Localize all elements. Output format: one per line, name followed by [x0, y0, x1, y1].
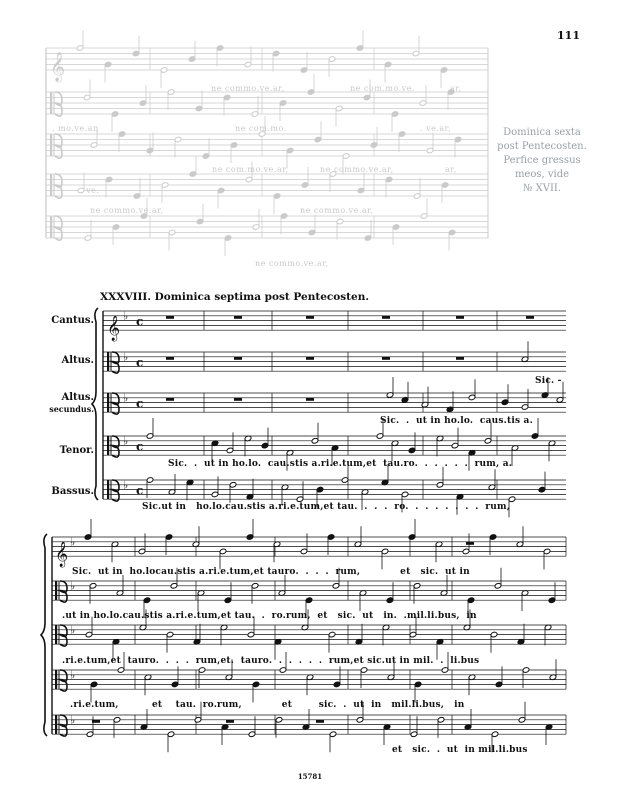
flat-sign: ♭ — [123, 478, 129, 492]
system2-brace — [41, 534, 47, 736]
flat-sign: ♭ — [70, 535, 76, 549]
whole-rest — [166, 316, 174, 319]
faded-lyric: ne commo.ve.ar, — [320, 165, 394, 174]
c-clef-curve — [112, 436, 119, 457]
c-clef-curve — [112, 393, 119, 414]
lyrics-s2-cantus: Sic. ut in ho.locau.stis a.ri.e.tum,et tauro. . . . rum, et sic. ut in — [72, 567, 470, 577]
faded-lyric: ne com.mo.ve.ar, — [212, 165, 289, 174]
cross-reference-line: Perfice gressus — [503, 155, 581, 166]
faded-lyric: . mo.ve.ar, — [52, 124, 100, 133]
faded-lyric: ar, — [445, 165, 457, 174]
system2-notes — [84, 519, 557, 752]
lyrics-s2-bassus: et sic. . ut in mil.li.bus — [392, 745, 528, 755]
c-clef-curve — [112, 480, 119, 501]
system1-notes — [146, 341, 564, 517]
voice-label-altus: Altus. — [61, 355, 94, 366]
faded-lyric: ne commo.ve.ar, — [90, 206, 164, 215]
cross-reference-line: № XVII. — [522, 183, 562, 194]
system2-staff — [52, 624, 566, 646]
faded-lyric: ne com.mo.ve. — [350, 84, 415, 93]
faded-lyric: ne commo.ve.ar, — [211, 84, 285, 93]
faded-lyric: ne com.mo. — [235, 124, 287, 133]
lyrics-s1-bassus: Sic.ut in ho.lo.cau.stis a.ri.e.tum,et tau. . . . ro. . . . . . . . rum, — [142, 502, 511, 512]
c-clef — [55, 715, 57, 734]
c-clef — [107, 436, 109, 455]
flat-sign: ♭ — [70, 713, 76, 727]
c-clef — [55, 581, 57, 600]
system1-staff — [103, 310, 566, 342]
flat-sign: ♭ — [123, 434, 129, 448]
voice-label-secundus: secundus. — [49, 404, 94, 414]
whole-rest — [382, 357, 390, 360]
faded-lyric: ar, — [450, 84, 462, 93]
meter-c: c — [136, 439, 144, 454]
system1-rests — [166, 316, 534, 401]
faded-lyric: ne commo.ve.ar, — [300, 206, 374, 215]
whole-rest — [306, 398, 314, 401]
whole-rest — [234, 398, 242, 401]
c-clef — [55, 625, 57, 644]
c-clef — [107, 480, 109, 499]
system1-brace — [92, 308, 98, 500]
faded-lyric: . ve.ar, — [420, 124, 452, 133]
voice-label-bassus: Bassus. — [51, 486, 94, 497]
c-clef — [107, 393, 109, 412]
flat-sign: ♭ — [123, 350, 129, 364]
cross-reference-line: post Pentecosten. — [497, 141, 587, 152]
meter-c: c — [136, 396, 144, 411]
whole-rest — [226, 720, 234, 723]
whole-rest — [456, 316, 464, 319]
lyrics-s1-altus-secundus: Sic. . ut in ho.lo. caus.tis a. — [380, 416, 533, 426]
c-clef-curve — [60, 625, 67, 646]
faded-lyric: . ve. — [80, 186, 100, 195]
meter-c: c — [136, 314, 144, 329]
meter-c: c — [136, 483, 144, 498]
whole-rest — [466, 542, 474, 545]
flat-sign: ♭ — [123, 391, 129, 405]
flat-sign: ♭ — [123, 309, 129, 323]
system2-staff — [52, 536, 566, 568]
system1-staff — [103, 392, 566, 414]
page-number: 111 — [557, 29, 580, 42]
piece-title: XXXVIII. Dominica septima post Pentecosten. — [100, 291, 370, 303]
cross-reference-line: meos, vide — [514, 169, 570, 180]
c-clef-curve — [60, 715, 67, 736]
whole-rest — [306, 357, 314, 360]
voice-label-cantus: Cantus. — [51, 315, 94, 326]
faded-lyric: ne commo.ve.ar, — [255, 259, 329, 268]
lyrics-s1-altus: Sic. - — [535, 376, 562, 386]
treble-clef: 𝄞 — [50, 52, 65, 81]
c-clef-curve — [60, 670, 67, 691]
c-clef — [107, 352, 109, 371]
lyrics-s2-tenor: .ri.e.tum, et tau. ro.rum, et sic. . ut in mil.li.bus, in — [70, 700, 465, 710]
lyrics-s2-altus-secundus: .ri.e.tum,et tauro. . . . rum,et. tauro. . . . . . rum,et sic.ut in mil. . li.bus — [62, 656, 480, 666]
plate-number: 15781 — [297, 772, 323, 781]
whole-rest — [92, 720, 100, 723]
whole-rest — [166, 357, 174, 360]
system1-staff — [103, 351, 566, 373]
cross-reference-line: Dominica sexta — [503, 127, 581, 138]
whole-rest — [234, 316, 242, 319]
treble-clef: 𝄞 — [55, 542, 69, 568]
flat-sign: ♭ — [70, 668, 76, 682]
treble-clef: 𝄞 — [107, 316, 121, 342]
whole-rest — [306, 316, 314, 319]
whole-rest — [526, 316, 534, 319]
whole-rest — [166, 398, 174, 401]
meter-c: c — [136, 355, 144, 370]
voice-label-tenor: Tenor. — [59, 445, 94, 456]
whole-rest — [316, 720, 324, 723]
whole-rest — [234, 357, 242, 360]
voice-label-altus-secundus: Altus. — [61, 392, 94, 403]
flat-sign: ♭ — [70, 623, 76, 637]
c-clef — [55, 670, 57, 689]
lyrics-s2-altus: .ut in ho.lo.cau.stis a.ri.e.tum,et tau. . ro.rum, et sic. ut in. .mil.li.bus, in — [62, 611, 477, 621]
whole-rest — [456, 357, 464, 360]
c-clef-curve — [60, 581, 67, 602]
lyrics-s1-tenor: Sic. . ut in ho.lo. cau.stis a.ri.e.tum,et tau.ro. . . . . . rum, a. — [168, 459, 513, 469]
flat-sign: ♭ — [70, 579, 76, 593]
c-clef-curve — [112, 352, 119, 373]
whole-rest — [382, 316, 390, 319]
